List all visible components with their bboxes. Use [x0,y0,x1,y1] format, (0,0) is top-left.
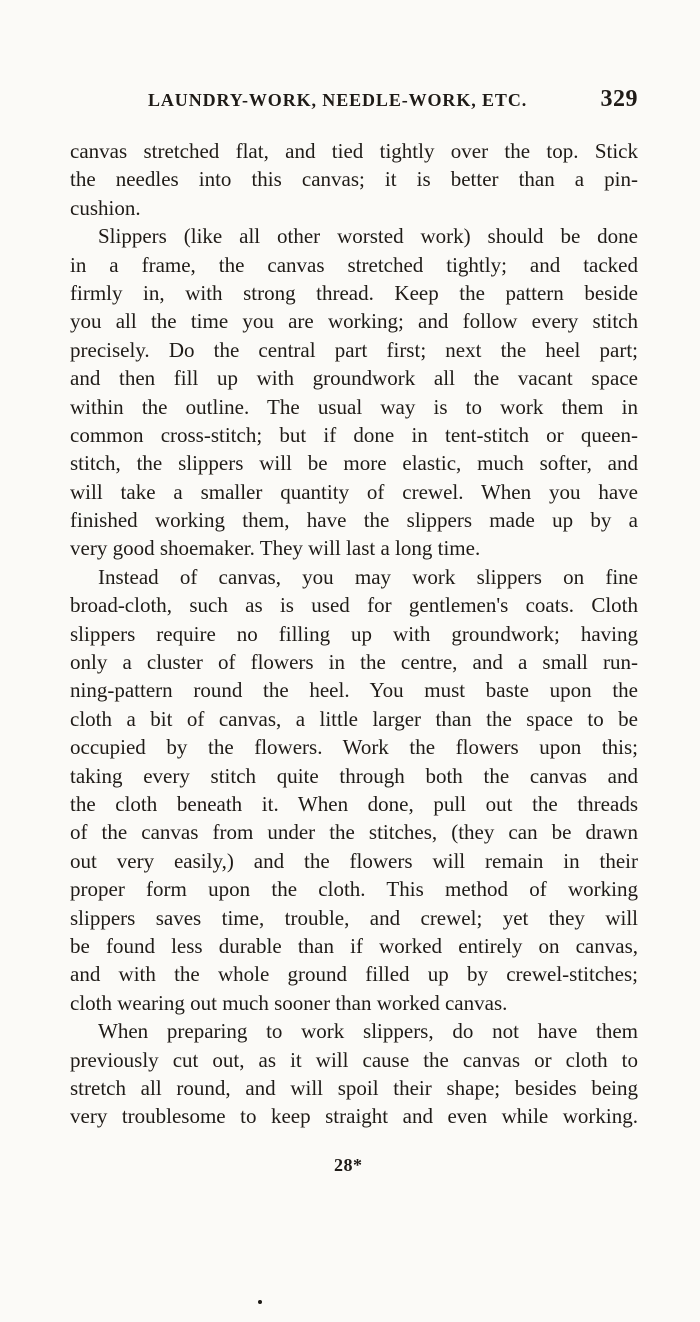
text-line: cloth wearing out much sooner than worked canvas. [70,990,508,1015]
text-line: slippers saves time, trouble, and crewel; yet they will [70,905,638,930]
text-line: taking every stitch quite through both the canvas and [70,763,638,788]
text-line: only a cluster of flowers in the centre, and a small run- [70,650,638,675]
text-line: firmly in, with strong thread. Keep the pattern beside [70,280,638,305]
text-line: canvas stretched flat, and tied tightly over the top. Stick [70,139,638,163]
running-head: LAUNDRY-WORK, NEEDLE-WORK, ETC. [148,90,528,110]
text-line: the needles into this canvas; it is better than a pin- [70,167,638,192]
text-line: in a frame, the canvas stretched tightly; and tacked [70,252,638,277]
text-line: precisely. Do the central part first; next the heel part; [70,337,638,362]
text-line: and with the whole ground filled up by crewel-stitches; [70,962,638,987]
text-line: Slippers (like all other worsted work) should be done [98,224,638,249]
text-line: proper form upon the cloth. This method of working [70,877,638,902]
text-line: very good shoemaker. They will last a long time. [70,536,481,561]
text-line: stretch all round, and will spoil their shape; besides being [70,1075,638,1100]
text-line: broad-cloth, such as is used for gentlemen's coats. Cloth [70,593,638,618]
text-line: within the outline. The usual way is to work them in [70,394,638,419]
text-line: previously cut out, as it will cause the canvas or cloth to [70,1047,638,1072]
text-line: be found less durable than if worked entirely on canvas, [70,933,638,958]
text-line: the cloth beneath it. When done, pull out the threads [70,791,638,816]
text-line: you all the time you are working; and follow every stitch [70,309,638,334]
text-line: cloth a bit of canvas, a little larger than the space to be [70,706,638,731]
text-line: and then fill up with groundwork all the vacant space [70,366,638,391]
text-line: ning-pattern round the heel. You must baste upon the [70,678,638,703]
text-line: very troublesome to keep straight and even while working. [70,1104,638,1129]
signature-mark: 28* [334,1155,363,1175]
text-line: common cross-stitch; but if done in tent-stitch or queen- [70,422,638,447]
text-line: of the canvas from under the stitches, (they can be drawn [70,820,638,845]
text-line: finished working them, have the slippers made up by a [70,508,638,533]
page-header [70,86,638,126]
ink-dot [258,1300,262,1304]
body-text [70,137,638,1131]
text-line: When preparing to work slippers, do not have them [98,1019,638,1044]
text-line: slippers require no filling up with groundwork; having [70,621,638,646]
text-line: stitch, the slippers will be more elastic, much softer, and [70,451,638,476]
text-line: will take a smaller quantity of crewel. When you have [70,479,638,504]
text-line: cushion. [70,195,141,220]
text-line: Instead of canvas, you may work slippers on fine [98,564,638,589]
text-line: occupied by the flowers. Work the flowers upon this; [70,735,638,760]
text-line: out very easily,) and the flowers will remain in their [70,848,638,873]
page-number: 329 [600,86,638,112]
